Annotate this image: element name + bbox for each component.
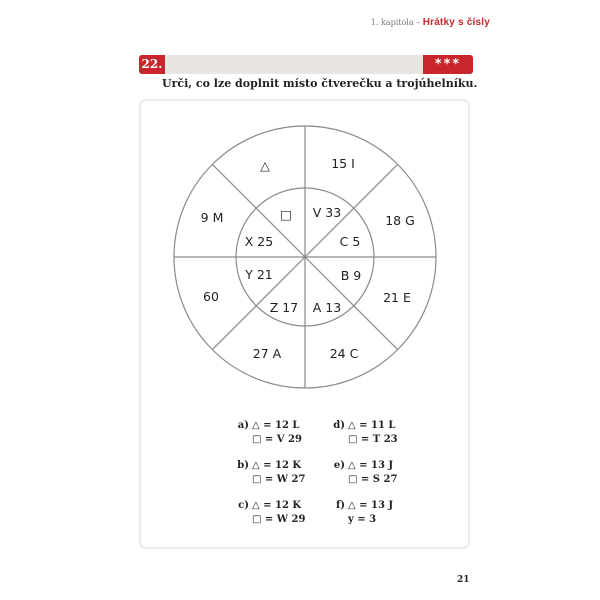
option-triangle-value: △ = 12 K (252, 460, 302, 471)
option-square-value: y = 3 (348, 514, 377, 525)
outer-segment-left-lower: 60 (203, 289, 219, 304)
option-square-value: □ = W 29 (252, 514, 306, 525)
inner-segment-top-right: V 33 (312, 205, 342, 220)
option-triangle-value: △ = 11 L (348, 420, 396, 431)
page-number: 21 (457, 575, 470, 585)
inner-segment-top-left: □ (280, 207, 292, 222)
option-triangle-value: △ = 12 K (252, 500, 302, 511)
outer-segment-top-left: △ (260, 158, 270, 173)
number-wheel-diagram (170, 122, 440, 392)
task-number-badge: 22. (139, 55, 165, 74)
outer-segment-bottom-left: 27 A (252, 346, 282, 361)
outer-segment-right-lower: 21 E (383, 290, 411, 305)
option-triangle-value: △ = 12 L (252, 420, 300, 431)
inner-segment-left-upper: X 25 (244, 234, 274, 249)
option-square-value: □ = V 29 (252, 434, 302, 445)
task-instruction: Urči, co lze doplnit místo čtverečku a trojúhelníku. (162, 77, 478, 90)
outer-segment-right-upper: 18 G (385, 213, 415, 228)
outer-segment-left-upper: 9 M (200, 210, 224, 225)
task-header-bar (139, 55, 473, 74)
answer-option-b[interactable] (236, 459, 336, 487)
option-label: c) (238, 500, 249, 511)
answer-option-a[interactable] (236, 419, 336, 447)
difficulty-stars-icon: *** (423, 55, 473, 74)
option-square-value: □ = S 27 (348, 474, 398, 485)
option-label: b) (237, 460, 249, 471)
option-label: e) (333, 460, 345, 471)
option-label: f) (335, 500, 345, 511)
option-label: a) (237, 420, 249, 431)
outer-segment-top-right: 15 I (331, 156, 355, 171)
chapter-title: Hrátky s čísly (422, 17, 490, 28)
inner-segment-bottom-left: Z 17 (269, 300, 299, 315)
inner-segment-left-lower: Y 21 (245, 267, 273, 282)
option-label: d) (333, 420, 345, 431)
outer-segment-bottom-right: 24 C (329, 346, 359, 361)
answer-option-f[interactable] (332, 499, 432, 527)
option-triangle-value: △ = 13 J (348, 460, 394, 471)
inner-segment-right-lower: B 9 (340, 268, 362, 283)
inner-segment-right-upper: C 5 (339, 234, 361, 249)
answer-option-e[interactable] (332, 459, 432, 487)
answer-option-c[interactable] (236, 499, 336, 527)
chapter-header (371, 17, 490, 28)
chapter-label: 1. kapitola – (370, 18, 423, 27)
option-triangle-value: △ = 13 J (348, 500, 394, 511)
option-square-value: □ = T 23 (348, 434, 398, 445)
option-square-value: □ = W 27 (252, 474, 306, 485)
answer-option-d[interactable] (332, 419, 432, 447)
inner-segment-bottom-right: A 13 (312, 300, 342, 315)
